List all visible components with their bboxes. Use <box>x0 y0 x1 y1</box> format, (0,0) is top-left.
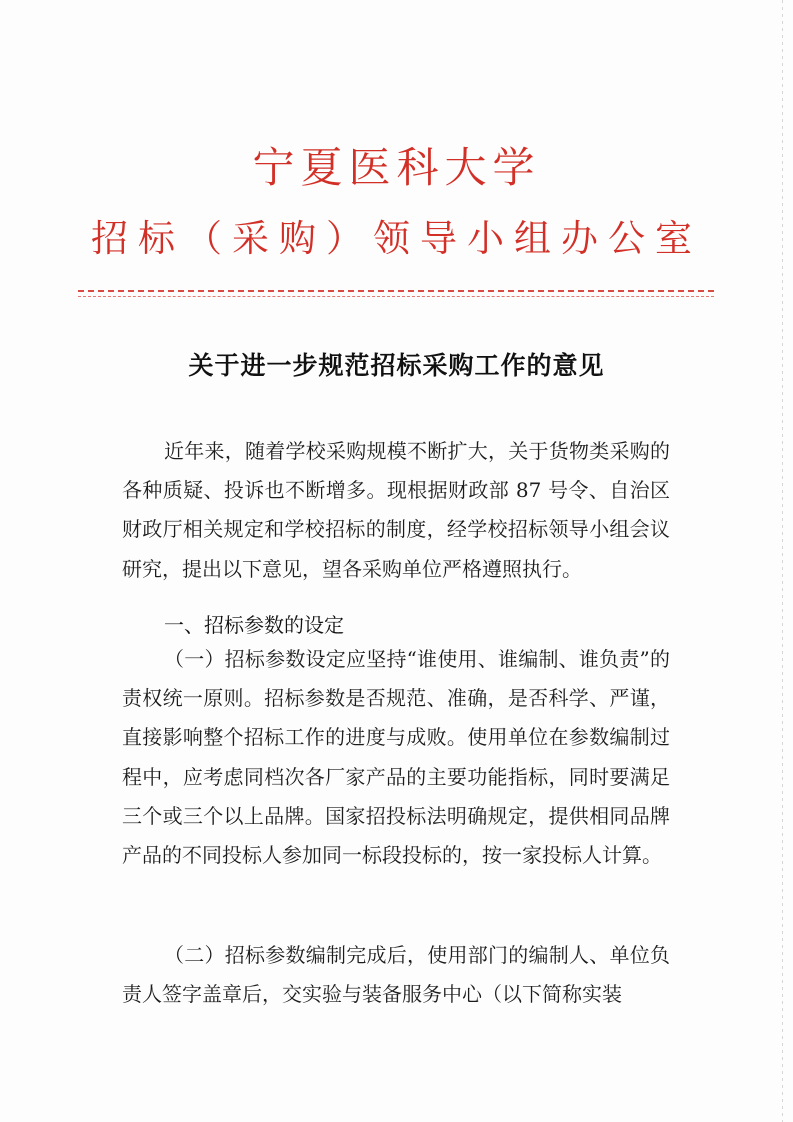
document-title: 关于进一步规范招标采购工作的意见 <box>188 351 605 380</box>
section-heading-1: 一、招标参数的设定 <box>164 613 344 637</box>
letterhead-org-name: 宁夏医科大学 <box>252 143 541 192</box>
letterhead-department: 招标（采购）领导小组办公室 <box>91 217 702 260</box>
section-1-paragraph-2: （二）招标参数编制完成后，使用部门的编制人、单位负责人签字盖章后，交实验与装备服务中心（以下简称实装 <box>122 943 670 1007</box>
letterhead-divider-bottom <box>78 296 714 297</box>
section-1-paragraph-1: （一）招标参数设定应坚持“谁使用、谁编制、谁负责”的责权统一原则。招标参数是否规范、准确，是否科学、严谨，直接影响整个招标工作的进度与成败。使用单位在参数编制过程中，应考虑同档次各厂家产品的主要功能指标，同时要满足三个或三个以上品牌。国家招投标法明确规定，提供相同品牌产品的不同投标人参加同一标段投标的，按一家投标人计算。 <box>122 647 670 868</box>
intro-paragraph: 近年来，随着学校采购规模不断扩大，关于货物类采购的各种质疑、投诉也不断增多。现根据财政部 87 号令、自治区财政厅相关规定和学校招标的制度，经学校招标领导小组会议研究，提出以下意见，望各采购单位严格遵照执行。 <box>122 439 670 581</box>
letterhead-divider-top <box>78 290 714 292</box>
